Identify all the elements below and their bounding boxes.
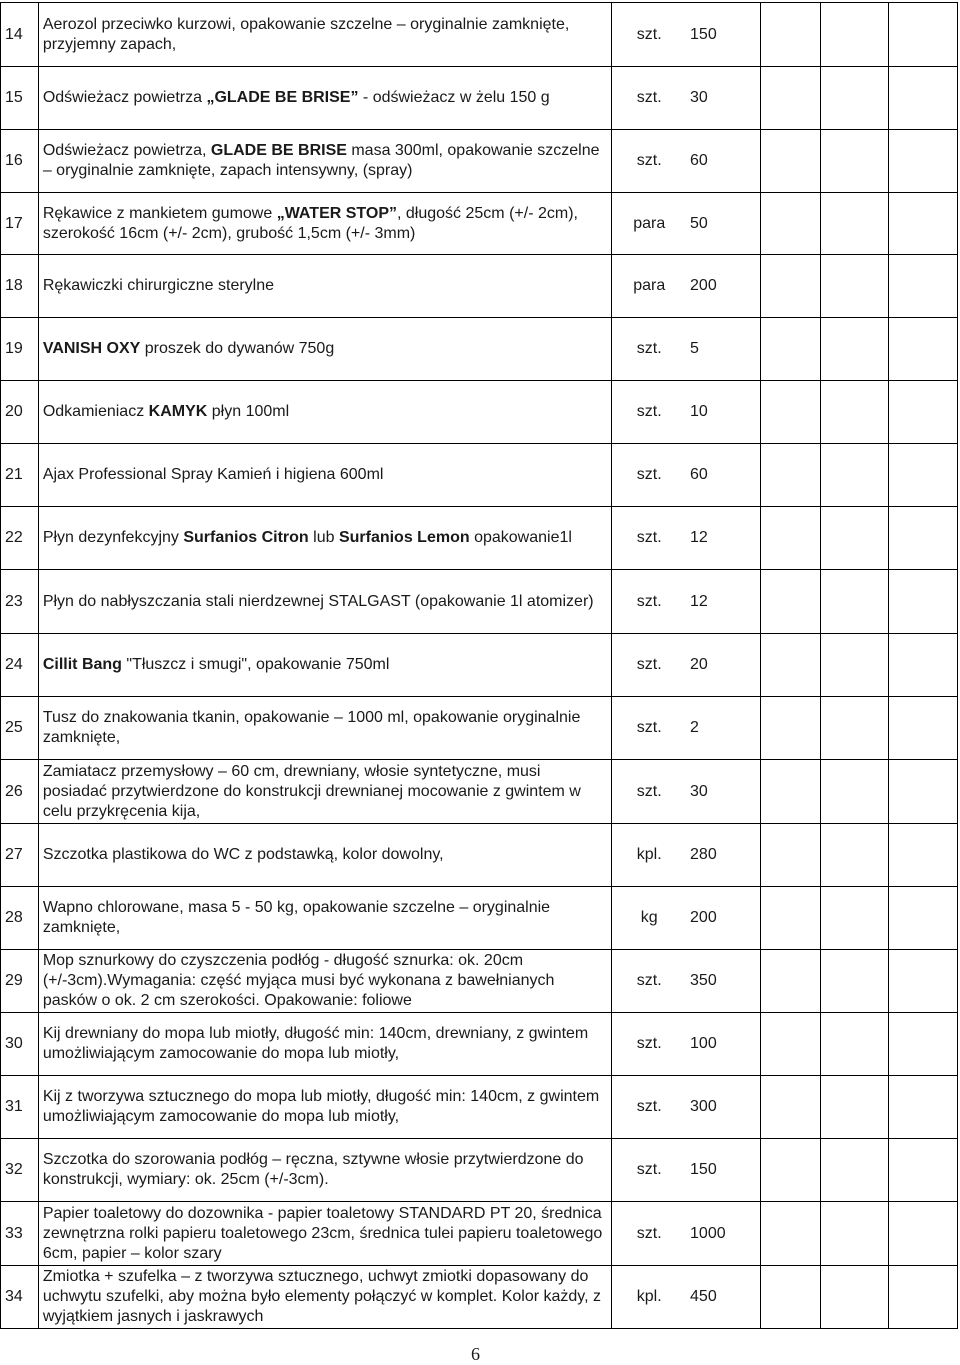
- empty-cell: [760, 381, 820, 444]
- empty-cell: [760, 193, 820, 255]
- empty-cell: [820, 255, 889, 318]
- table-row: [1, 634, 958, 697]
- table-row: [1, 1139, 958, 1202]
- row-number: 26: [1, 760, 39, 824]
- empty-cell: [760, 130, 820, 193]
- empty-cell: [889, 130, 958, 193]
- unit-cell: szt.: [612, 381, 686, 444]
- empty-cell: [820, 887, 889, 950]
- empty-cell: [760, 634, 820, 697]
- empty-cell: [820, 1013, 889, 1076]
- empty-cell: [889, 1202, 958, 1266]
- unit-cell: szt.: [612, 318, 686, 381]
- empty-cell: [820, 1202, 889, 1266]
- row-number: 25: [1, 697, 39, 760]
- description-text: , długość 25cm (+/- 2cm), szerokość 16cm (+/- 2cm), grubość 1,5cm (+/- 3mm): [42, 204, 578, 242]
- quantity-cell: 300: [686, 1076, 760, 1139]
- empty-cell: [889, 634, 958, 697]
- empty-cell: [889, 950, 958, 1013]
- table-row: [1, 130, 958, 193]
- row-number: 32: [1, 1139, 39, 1202]
- product-name: „GLADE BE BRISE”: [206, 89, 359, 106]
- description-text: Kij drewniany do mopa lub miotły, długość min: 140cm, drewniany, z gwintem umożliwiającym zamocowanie do mopa lub miotły,: [42, 1025, 589, 1062]
- empty-cell: [760, 67, 820, 130]
- empty-cell: [889, 3, 958, 67]
- description-text: masa 300ml, opakowanie szczelne – oryginalnie zamknięte, zapach intensywny, (spray): [42, 142, 600, 179]
- item-description: [38, 3, 612, 67]
- empty-cell: [889, 1266, 958, 1329]
- row-number: 17: [1, 193, 39, 255]
- empty-cell: [889, 255, 958, 318]
- item-description: [38, 887, 612, 950]
- empty-cell: [820, 1139, 889, 1202]
- quantity-cell: 1000: [686, 1202, 760, 1266]
- description-text: lub: [308, 529, 339, 546]
- table-row: [1, 824, 958, 887]
- item-description: [38, 570, 612, 634]
- quantity-cell: 150: [686, 1139, 760, 1202]
- row-number: 30: [1, 1013, 39, 1076]
- row-number: 18: [1, 255, 39, 318]
- item-description: [38, 507, 612, 570]
- unit-cell: szt.: [612, 634, 686, 697]
- description-text: Płyn dezynfekcyjny: [42, 529, 184, 546]
- empty-cell: [760, 1013, 820, 1076]
- empty-cell: [760, 570, 820, 634]
- quantity-cell: 200: [686, 887, 760, 950]
- item-description: [38, 67, 612, 130]
- description-text: Rękawiczki chirurgiczne sterylne: [42, 277, 275, 294]
- unit-cell: szt.: [612, 67, 686, 130]
- item-description: [38, 318, 612, 381]
- empty-cell: [820, 697, 889, 760]
- unit-cell: szt.: [612, 1202, 686, 1266]
- empty-cell: [820, 950, 889, 1013]
- table-row: [1, 193, 958, 255]
- quantity-cell: 2: [686, 697, 760, 760]
- unit-cell: szt.: [612, 3, 686, 67]
- description-text: Papier toaletowy do dozownika - papier toaletowy STANDARD PT 20, średnica zewnętrzna rolki papieru toaletowego 23cm, średnica tulei papieru toaletowego 6cm, papier – kolor szary: [42, 1204, 603, 1262]
- unit-cell: kpl.: [612, 824, 686, 887]
- row-number: 31: [1, 1076, 39, 1139]
- quantity-cell: 100: [686, 1013, 760, 1076]
- unit-cell: kg: [612, 887, 686, 950]
- item-description: [38, 950, 612, 1013]
- description-text: płyn 100ml: [207, 403, 290, 420]
- empty-cell: [820, 3, 889, 67]
- table-row: [1, 950, 958, 1013]
- description-text: Tusz do znakowania tkanin, opakowanie – 1000 ml, opakowanie oryginalnie zamknięte,: [42, 709, 581, 746]
- product-name: Surfanios Lemon: [338, 529, 470, 546]
- empty-cell: [760, 824, 820, 887]
- table-row: [1, 570, 958, 634]
- unit-cell: szt.: [612, 1013, 686, 1076]
- quantity-cell: 30: [686, 67, 760, 130]
- empty-cell: [760, 1202, 820, 1266]
- table-row: [1, 67, 958, 130]
- table-row: [1, 381, 958, 444]
- empty-cell: [889, 444, 958, 507]
- description-text: - odświeżacz w żelu 150 g: [358, 89, 550, 106]
- description-text: Mop sznurkowy do czyszczenia podłóg - długość sznurka: ok. 20cm (+/-3cm).Wymagania: część myjąca musi być wykonana z bawełnianych pasków o ok. 2 cm szerokości. Opakowanie: foliowe: [42, 952, 555, 1009]
- table-row: [1, 444, 958, 507]
- table-row: [1, 1202, 958, 1266]
- quantity-cell: 50: [686, 193, 760, 255]
- quantity-cell: 200: [686, 255, 760, 318]
- empty-cell: [820, 507, 889, 570]
- item-description: [38, 634, 612, 697]
- table-row: [1, 1013, 958, 1076]
- row-number: 14: [1, 3, 39, 67]
- table-row: [1, 318, 958, 381]
- row-number: 24: [1, 634, 39, 697]
- item-description: [38, 824, 612, 887]
- item-description: [38, 1139, 612, 1202]
- empty-cell: [760, 1266, 820, 1329]
- item-description: [38, 255, 612, 318]
- unit-cell: szt.: [612, 444, 686, 507]
- quantity-cell: 12: [686, 507, 760, 570]
- unit-cell: szt.: [612, 1139, 686, 1202]
- product-name: VANISH OXY: [42, 340, 141, 357]
- product-name: Surfanios Citron: [183, 529, 309, 546]
- empty-cell: [889, 1076, 958, 1139]
- empty-cell: [820, 318, 889, 381]
- empty-cell: [889, 318, 958, 381]
- empty-cell: [889, 67, 958, 130]
- items-table: [0, 2, 958, 1329]
- item-description: [38, 381, 612, 444]
- product-name: „WATER STOP”: [276, 204, 398, 222]
- empty-cell: [760, 318, 820, 381]
- table-row: [1, 697, 958, 760]
- product-name: Cillit Bang: [42, 656, 122, 673]
- row-number: 33: [1, 1202, 39, 1266]
- item-description: [38, 444, 612, 507]
- empty-cell: [820, 1076, 889, 1139]
- row-number: 23: [1, 570, 39, 634]
- description-text: Odświeżacz powietrza,: [42, 142, 211, 159]
- empty-cell: [820, 570, 889, 634]
- unit-cell: szt.: [612, 760, 686, 824]
- row-number: 29: [1, 950, 39, 1013]
- product-name: KAMYK: [148, 403, 208, 420]
- empty-cell: [820, 634, 889, 697]
- description-text: opakowanie1l: [469, 529, 572, 546]
- empty-cell: [889, 570, 958, 634]
- empty-cell: [820, 824, 889, 887]
- description-text: Ajax Professional Spray Kamień i higiena 600ml: [42, 466, 384, 483]
- item-description: [38, 1013, 612, 1076]
- empty-cell: [889, 381, 958, 444]
- item-description: [38, 697, 612, 760]
- description-text: Wapno chlorowane, masa 5 - 50 kg, opakowanie szczelne – oryginalnie zamknięte,: [42, 899, 551, 936]
- empty-cell: [889, 887, 958, 950]
- page-number: 6: [471, 1344, 480, 1364]
- unit-cell: szt.: [612, 1076, 686, 1139]
- quantity-cell: 20: [686, 634, 760, 697]
- empty-cell: [760, 950, 820, 1013]
- item-description: [38, 130, 612, 193]
- quantity-cell: 30: [686, 760, 760, 824]
- row-number: 27: [1, 824, 39, 887]
- item-description: [38, 1202, 612, 1266]
- empty-cell: [760, 507, 820, 570]
- empty-cell: [760, 1139, 820, 1202]
- item-description: [38, 193, 612, 255]
- description-text: Płyn do nabłyszczania stali nierdzewnej STALGAST (opakowanie 1l atomizer): [42, 592, 594, 610]
- quantity-cell: 10: [686, 381, 760, 444]
- empty-cell: [889, 193, 958, 255]
- row-number: 15: [1, 67, 39, 130]
- description-text: Zamiatacz przemysłowy – 60 cm, drewniany, włosie syntetyczne, musi posiadać przytwierdzone do konstrukcji drewnianej mocowanie z gwintem w celu przykręcenia kija,: [42, 762, 581, 820]
- empty-cell: [760, 760, 820, 824]
- empty-cell: [820, 193, 889, 255]
- description-text: Odświeżacz powietrza: [42, 89, 207, 106]
- item-description: [38, 1266, 612, 1329]
- description-text: Szczotka plastikowa do WC z podstawką, kolor dowolny,: [42, 846, 444, 863]
- empty-cell: [760, 444, 820, 507]
- empty-cell: [760, 1076, 820, 1139]
- description-text: Zmiotka + szufelka – z tworzywa sztucznego, uchwyt zmiotki dopasowany do uchwytu szufelki, aby można było elementy połączyć w komplet. Kolor każdy, z wyjątkiem jasnych i jaskrawych: [42, 1268, 601, 1325]
- description-text: Odkamieniacz: [42, 403, 149, 420]
- unit-cell: szt.: [612, 697, 686, 760]
- empty-cell: [760, 697, 820, 760]
- quantity-cell: 60: [686, 444, 760, 507]
- quantity-cell: 5: [686, 318, 760, 381]
- description-text: proszek do dywanów 750g: [140, 340, 335, 357]
- row-number: 22: [1, 507, 39, 570]
- unit-cell: para: [612, 193, 686, 255]
- table-row: [1, 255, 958, 318]
- empty-cell: [760, 3, 820, 67]
- table-row: [1, 507, 958, 570]
- table-row: [1, 1266, 958, 1329]
- empty-cell: [889, 760, 958, 824]
- row-number: 21: [1, 444, 39, 507]
- empty-cell: [889, 1139, 958, 1202]
- empty-cell: [820, 381, 889, 444]
- row-number: 16: [1, 130, 39, 193]
- empty-cell: [760, 255, 820, 318]
- description-text: Kij z tworzywa sztucznego do mopa lub miotły, długość min: 140cm, z gwintem umożliwiającym zamocowanie do mopa lub miotły,: [42, 1088, 600, 1125]
- quantity-cell: 280: [686, 824, 760, 887]
- quantity-cell: 150: [686, 3, 760, 67]
- quantity-cell: 60: [686, 130, 760, 193]
- unit-cell: szt.: [612, 570, 686, 634]
- empty-cell: [760, 887, 820, 950]
- unit-cell: para: [612, 255, 686, 318]
- quantity-cell: 12: [686, 570, 760, 634]
- item-description: [38, 1076, 612, 1139]
- empty-cell: [889, 507, 958, 570]
- row-number: 28: [1, 887, 39, 950]
- unit-cell: szt.: [612, 950, 686, 1013]
- table-row: [1, 1076, 958, 1139]
- description-text: Aerozol przeciwko kurzowi, opakowanie szczelne – oryginalnie zamknięte, przyjemny zapach,: [42, 15, 570, 53]
- description-text: Szczotka do szorowania podłóg – ręczna, sztywne włosie przytwierdzone do konstrukcji, wymiary: ok. 25cm (+/-3cm).: [42, 1151, 584, 1188]
- items-table-body: [1, 3, 958, 1329]
- empty-cell: [820, 760, 889, 824]
- table-row: [1, 760, 958, 824]
- unit-cell: szt.: [612, 507, 686, 570]
- row-number: 34: [1, 1266, 39, 1329]
- product-name: GLADE BE BRISE: [210, 142, 347, 159]
- empty-cell: [820, 444, 889, 507]
- description-text: Rękawice z mankietem gumowe: [42, 204, 277, 222]
- row-number: 19: [1, 318, 39, 381]
- empty-cell: [820, 67, 889, 130]
- empty-cell: [889, 1013, 958, 1076]
- description-text: "Tłuszcz i smugi", opakowanie 750ml: [121, 656, 390, 673]
- unit-cell: szt.: [612, 130, 686, 193]
- empty-cell: [889, 697, 958, 760]
- empty-cell: [820, 130, 889, 193]
- empty-cell: [820, 1266, 889, 1329]
- table-row: [1, 887, 958, 950]
- row-number: 20: [1, 381, 39, 444]
- quantity-cell: 350: [686, 950, 760, 1013]
- empty-cell: [889, 824, 958, 887]
- unit-cell: kpl.: [612, 1266, 686, 1329]
- quantity-cell: 450: [686, 1266, 760, 1329]
- item-description: [38, 760, 612, 824]
- table-row: [1, 3, 958, 67]
